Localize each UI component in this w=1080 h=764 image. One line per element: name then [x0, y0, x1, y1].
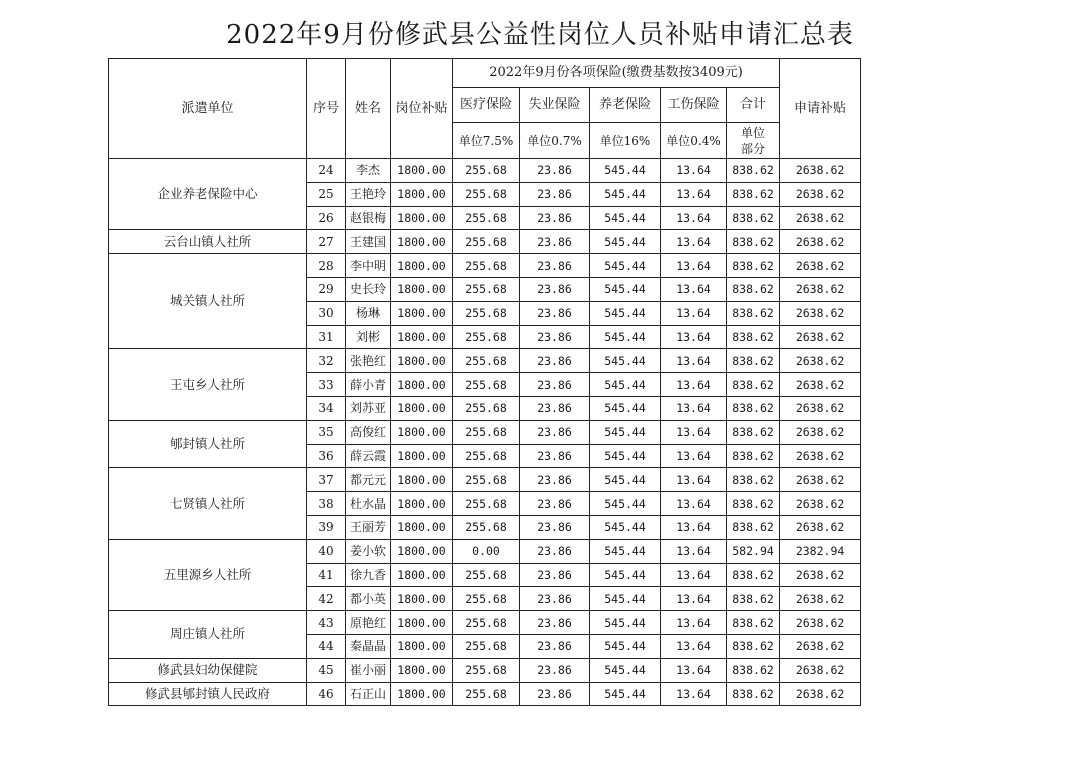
- cell-post-subsidy: 1800.00: [391, 682, 453, 706]
- cell-name: 张艳红: [346, 349, 391, 373]
- cell-post-subsidy: 1800.00: [391, 539, 453, 563]
- cell-medical: 255.68: [453, 349, 520, 373]
- table-row: [109, 611, 861, 635]
- cell-injury: 13.64: [661, 634, 727, 658]
- cell-name: 李杰: [346, 159, 391, 183]
- cell-medical: 255.68: [453, 492, 520, 516]
- cell-apply: 2638.62: [780, 563, 861, 587]
- cell-medical: 255.68: [453, 182, 520, 206]
- cell-seq: 26: [307, 206, 346, 230]
- cell-apply: 2638.62: [780, 182, 861, 206]
- cell-post-subsidy: 1800.00: [391, 563, 453, 587]
- cell-pension: 545.44: [590, 587, 661, 611]
- cell-name: 王丽芳: [346, 515, 391, 539]
- cell-name: 李中明: [346, 254, 391, 278]
- header-unemployment-rate: 单位0.7%: [520, 123, 590, 159]
- cell-seq: 32: [307, 349, 346, 373]
- cell-total: 838.62: [727, 396, 780, 420]
- cell-post-subsidy: 1800.00: [391, 587, 453, 611]
- cell-apply: 2638.62: [780, 492, 861, 516]
- cell-unemployment: 23.86: [520, 444, 590, 468]
- cell-apply: 2638.62: [780, 611, 861, 635]
- cell-apply: 2638.62: [780, 301, 861, 325]
- table-row: [109, 539, 861, 563]
- cell-injury: 13.64: [661, 182, 727, 206]
- cell-name: 刘彬: [346, 325, 391, 349]
- cell-injury: 13.64: [661, 420, 727, 444]
- cell-dispatch-unit: 云台山镇人社所: [109, 230, 307, 254]
- cell-name: 王建国: [346, 230, 391, 254]
- cell-injury: 13.64: [661, 682, 727, 706]
- subsidy-summary-table: [108, 58, 861, 706]
- cell-total: 838.62: [727, 349, 780, 373]
- cell-unemployment: 23.86: [520, 420, 590, 444]
- cell-unemployment: 23.86: [520, 658, 590, 682]
- cell-apply: 2638.62: [780, 468, 861, 492]
- cell-post-subsidy: 1800.00: [391, 611, 453, 635]
- cell-seq: 43: [307, 611, 346, 635]
- cell-total: 838.62: [727, 206, 780, 230]
- cell-total: 838.62: [727, 658, 780, 682]
- cell-injury: 13.64: [661, 373, 727, 397]
- cell-post-subsidy: 1800.00: [391, 420, 453, 444]
- cell-apply: 2638.62: [780, 658, 861, 682]
- cell-unemployment: 23.86: [520, 396, 590, 420]
- cell-apply: 2638.62: [780, 420, 861, 444]
- cell-dispatch-unit: 王屯乡人社所: [109, 349, 307, 420]
- cell-unemployment: 23.86: [520, 277, 590, 301]
- cell-post-subsidy: 1800.00: [391, 468, 453, 492]
- cell-pension: 545.44: [590, 468, 661, 492]
- cell-medical: 255.68: [453, 206, 520, 230]
- header-pension-rate: 单位16%: [590, 123, 661, 159]
- cell-seq: 28: [307, 254, 346, 278]
- cell-injury: 13.64: [661, 301, 727, 325]
- cell-apply: 2638.62: [780, 587, 861, 611]
- cell-medical: 255.68: [453, 325, 520, 349]
- cell-name: 赵银梅: [346, 206, 391, 230]
- cell-seq: 45: [307, 658, 346, 682]
- cell-medical: 255.68: [453, 634, 520, 658]
- cell-name: 徐九香: [346, 563, 391, 587]
- cell-post-subsidy: 1800.00: [391, 515, 453, 539]
- cell-apply: 2638.62: [780, 325, 861, 349]
- cell-post-subsidy: 1800.00: [391, 373, 453, 397]
- cell-apply: 2638.62: [780, 206, 861, 230]
- cell-post-subsidy: 1800.00: [391, 159, 453, 183]
- cell-name: 原艳红: [346, 611, 391, 635]
- cell-seq: 39: [307, 515, 346, 539]
- cell-unemployment: 23.86: [520, 230, 590, 254]
- cell-name: 姜小软: [346, 539, 391, 563]
- cell-unemployment: 23.86: [520, 539, 590, 563]
- cell-post-subsidy: 1800.00: [391, 396, 453, 420]
- table-row: [109, 349, 861, 373]
- cell-total: 582.94: [727, 539, 780, 563]
- cell-name: 薛小青: [346, 373, 391, 397]
- cell-unemployment: 23.86: [520, 159, 590, 183]
- cell-name: 秦晶晶: [346, 634, 391, 658]
- cell-name: 薛云霞: [346, 444, 391, 468]
- cell-name: 都小英: [346, 587, 391, 611]
- cell-injury: 13.64: [661, 587, 727, 611]
- cell-name: 刘苏亚: [346, 396, 391, 420]
- cell-dispatch-unit: 修武县妇幼保健院: [109, 658, 307, 682]
- table-row: [109, 468, 861, 492]
- cell-name: 高俊红: [346, 420, 391, 444]
- cell-medical: 255.68: [453, 587, 520, 611]
- cell-pension: 545.44: [590, 349, 661, 373]
- cell-unemployment: 23.86: [520, 349, 590, 373]
- cell-total: 838.62: [727, 682, 780, 706]
- cell-seq: 42: [307, 587, 346, 611]
- cell-apply: 2638.62: [780, 682, 861, 706]
- cell-pension: 545.44: [590, 682, 661, 706]
- cell-medical: 255.68: [453, 277, 520, 301]
- cell-pension: 545.44: [590, 159, 661, 183]
- cell-name: 史长玲: [346, 277, 391, 301]
- table-row: [109, 159, 861, 183]
- cell-seq: 27: [307, 230, 346, 254]
- cell-seq: 34: [307, 396, 346, 420]
- cell-dispatch-unit: 郇封镇人社所: [109, 420, 307, 468]
- cell-post-subsidy: 1800.00: [391, 349, 453, 373]
- cell-dispatch-unit: 修武县郇封镇人民政府: [109, 682, 307, 706]
- cell-seq: 29: [307, 277, 346, 301]
- cell-pension: 545.44: [590, 492, 661, 516]
- cell-injury: 13.64: [661, 349, 727, 373]
- cell-name: 杜水晶: [346, 492, 391, 516]
- cell-total: 838.62: [727, 444, 780, 468]
- cell-pension: 545.44: [590, 634, 661, 658]
- cell-medical: 255.68: [453, 254, 520, 278]
- cell-seq: 24: [307, 159, 346, 183]
- header-name: 姓名: [346, 59, 391, 159]
- cell-pension: 545.44: [590, 254, 661, 278]
- header-seq: 序号: [307, 59, 346, 159]
- cell-seq: 41: [307, 563, 346, 587]
- cell-apply: 2638.62: [780, 277, 861, 301]
- cell-post-subsidy: 1800.00: [391, 206, 453, 230]
- cell-injury: 13.64: [661, 396, 727, 420]
- cell-pension: 545.44: [590, 206, 661, 230]
- cell-apply: 2638.62: [780, 515, 861, 539]
- cell-pension: 545.44: [590, 301, 661, 325]
- cell-pension: 545.44: [590, 396, 661, 420]
- cell-name: 杨琳: [346, 301, 391, 325]
- cell-apply: 2382.94: [780, 539, 861, 563]
- cell-unemployment: 23.86: [520, 206, 590, 230]
- cell-name: 王艳玲: [346, 182, 391, 206]
- cell-injury: 13.64: [661, 658, 727, 682]
- header-medical: 医疗保险: [453, 88, 520, 123]
- cell-pension: 545.44: [590, 658, 661, 682]
- table-row: [109, 682, 861, 706]
- cell-injury: 13.64: [661, 325, 727, 349]
- cell-medical: 0.00: [453, 539, 520, 563]
- cell-unemployment: 23.86: [520, 373, 590, 397]
- cell-pension: 545.44: [590, 515, 661, 539]
- cell-injury: 13.64: [661, 159, 727, 183]
- cell-pension: 545.44: [590, 325, 661, 349]
- cell-seq: 25: [307, 182, 346, 206]
- cell-injury: 13.64: [661, 539, 727, 563]
- cell-medical: 255.68: [453, 301, 520, 325]
- cell-unemployment: 23.86: [520, 587, 590, 611]
- cell-post-subsidy: 1800.00: [391, 492, 453, 516]
- header-unemployment: 失业保险: [520, 88, 590, 123]
- cell-pension: 545.44: [590, 373, 661, 397]
- cell-total: 838.62: [727, 563, 780, 587]
- cell-dispatch-unit: 五里源乡人社所: [109, 539, 307, 610]
- cell-apply: 2638.62: [780, 159, 861, 183]
- cell-total: 838.62: [727, 611, 780, 635]
- cell-medical: 255.68: [453, 563, 520, 587]
- cell-total: 838.62: [727, 587, 780, 611]
- cell-injury: 13.64: [661, 611, 727, 635]
- cell-injury: 13.64: [661, 563, 727, 587]
- cell-injury: 13.64: [661, 444, 727, 468]
- cell-apply: 2638.62: [780, 230, 861, 254]
- cell-name: 都元元: [346, 468, 391, 492]
- cell-seq: 33: [307, 373, 346, 397]
- cell-pension: 545.44: [590, 444, 661, 468]
- cell-injury: 13.64: [661, 277, 727, 301]
- cell-post-subsidy: 1800.00: [391, 325, 453, 349]
- cell-medical: 255.68: [453, 444, 520, 468]
- cell-injury: 13.64: [661, 206, 727, 230]
- cell-post-subsidy: 1800.00: [391, 277, 453, 301]
- table-row: [109, 254, 861, 278]
- cell-apply: 2638.62: [780, 373, 861, 397]
- cell-unemployment: 23.86: [520, 254, 590, 278]
- cell-unemployment: 23.86: [520, 563, 590, 587]
- cell-injury: 13.64: [661, 492, 727, 516]
- cell-name: 石正山: [346, 682, 391, 706]
- cell-injury: 13.64: [661, 515, 727, 539]
- cell-total: 838.62: [727, 492, 780, 516]
- cell-total: 838.62: [727, 515, 780, 539]
- cell-pension: 545.44: [590, 420, 661, 444]
- header-total-sub: 单位部分: [727, 123, 780, 159]
- cell-dispatch-unit: 企业养老保险中心: [109, 159, 307, 230]
- cell-unemployment: 23.86: [520, 325, 590, 349]
- cell-pension: 545.44: [590, 611, 661, 635]
- cell-apply: 2638.62: [780, 396, 861, 420]
- header-apply: 申请补贴: [780, 59, 861, 159]
- header-insurance-group: 2022年9月份各项保险(缴费基数按3409元): [453, 59, 780, 88]
- cell-post-subsidy: 1800.00: [391, 634, 453, 658]
- page-title: 2022年9月份修武县公益性岗位人员补贴申请汇总表: [226, 20, 854, 50]
- cell-seq: 38: [307, 492, 346, 516]
- cell-medical: 255.68: [453, 658, 520, 682]
- cell-post-subsidy: 1800.00: [391, 254, 453, 278]
- cell-total: 838.62: [727, 159, 780, 183]
- cell-pension: 545.44: [590, 563, 661, 587]
- header-injury: 工伤保险: [661, 88, 727, 123]
- cell-unemployment: 23.86: [520, 182, 590, 206]
- cell-post-subsidy: 1800.00: [391, 182, 453, 206]
- cell-apply: 2638.62: [780, 634, 861, 658]
- cell-unemployment: 23.86: [520, 682, 590, 706]
- cell-post-subsidy: 1800.00: [391, 658, 453, 682]
- header-post-subsidy: 岗位补贴: [391, 59, 453, 159]
- table-row: [109, 230, 861, 254]
- cell-unemployment: 23.86: [520, 611, 590, 635]
- cell-medical: 255.68: [453, 230, 520, 254]
- cell-seq: 36: [307, 444, 346, 468]
- cell-medical: 255.68: [453, 159, 520, 183]
- cell-injury: 13.64: [661, 230, 727, 254]
- cell-seq: 31: [307, 325, 346, 349]
- cell-medical: 255.68: [453, 396, 520, 420]
- cell-total: 838.62: [727, 325, 780, 349]
- cell-total: 838.62: [727, 230, 780, 254]
- table-row: [109, 658, 861, 682]
- cell-total: 838.62: [727, 301, 780, 325]
- cell-seq: 44: [307, 634, 346, 658]
- header-total: 合计: [727, 88, 780, 123]
- cell-total: 838.62: [727, 277, 780, 301]
- cell-medical: 255.68: [453, 515, 520, 539]
- cell-post-subsidy: 1800.00: [391, 301, 453, 325]
- table-row: [109, 420, 861, 444]
- cell-injury: 13.64: [661, 468, 727, 492]
- cell-medical: 255.68: [453, 373, 520, 397]
- cell-injury: 13.64: [661, 254, 727, 278]
- header-injury-rate: 单位0.4%: [661, 123, 727, 159]
- cell-seq: 30: [307, 301, 346, 325]
- header-unit: 派遣单位: [109, 59, 307, 159]
- cell-total: 838.62: [727, 634, 780, 658]
- cell-seq: 35: [307, 420, 346, 444]
- header-pension: 养老保险: [590, 88, 661, 123]
- cell-apply: 2638.62: [780, 444, 861, 468]
- cell-unemployment: 23.86: [520, 634, 590, 658]
- cell-total: 838.62: [727, 373, 780, 397]
- cell-medical: 255.68: [453, 682, 520, 706]
- cell-apply: 2638.62: [780, 254, 861, 278]
- cell-dispatch-unit: 周庄镇人社所: [109, 611, 307, 659]
- cell-apply: 2638.62: [780, 349, 861, 373]
- cell-unemployment: 23.86: [520, 492, 590, 516]
- cell-post-subsidy: 1800.00: [391, 444, 453, 468]
- cell-medical: 255.68: [453, 611, 520, 635]
- cell-pension: 545.44: [590, 182, 661, 206]
- cell-total: 838.62: [727, 420, 780, 444]
- cell-medical: 255.68: [453, 468, 520, 492]
- cell-dispatch-unit: 城关镇人社所: [109, 254, 307, 349]
- cell-unemployment: 23.86: [520, 515, 590, 539]
- cell-pension: 545.44: [590, 277, 661, 301]
- cell-seq: 37: [307, 468, 346, 492]
- cell-seq: 46: [307, 682, 346, 706]
- cell-seq: 40: [307, 539, 346, 563]
- cell-unemployment: 23.86: [520, 301, 590, 325]
- cell-total: 838.62: [727, 254, 780, 278]
- cell-name: 崔小丽: [346, 658, 391, 682]
- header-medical-rate: 单位7.5%: [453, 123, 520, 159]
- cell-dispatch-unit: 七贤镇人社所: [109, 468, 307, 539]
- cell-total: 838.62: [727, 468, 780, 492]
- cell-pension: 545.44: [590, 539, 661, 563]
- cell-medical: 255.68: [453, 420, 520, 444]
- cell-post-subsidy: 1800.00: [391, 230, 453, 254]
- cell-pension: 545.44: [590, 230, 661, 254]
- cell-total: 838.62: [727, 182, 780, 206]
- cell-unemployment: 23.86: [520, 468, 590, 492]
